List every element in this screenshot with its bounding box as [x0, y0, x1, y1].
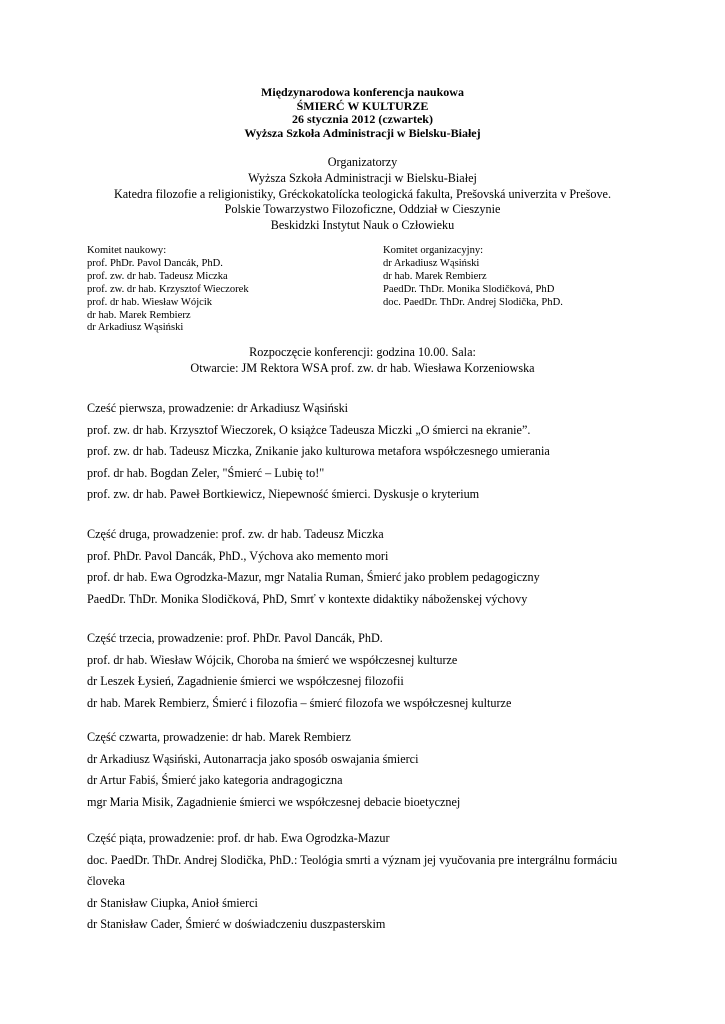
organizer-item: Wyższa Szkoła Administracji w Bielsku-Białej — [248, 170, 477, 185]
session-heading: Część czwarta, prowadzenie: dr hab. Marek Rembierz — [87, 730, 351, 744]
session-3 — [87, 628, 647, 714]
session-5 — [87, 828, 647, 936]
talk-item: dr Arkadiusz Wąsiński, Autonarracja jako sposób oswajania śmierci — [87, 751, 419, 766]
session-heading: Część trzecia, prowadzenie: prof. PhDr. Pavol Dancák, PhD. — [87, 631, 383, 645]
committee-member: prof. dr hab. Wiesław Wójcik — [87, 296, 213, 308]
organizer-item: Katedra filozofie a religionistiky, Gréckokatolícka teologická fakulta, Prešovská univerzita v Prešove. — [113, 186, 612, 201]
committee-member: doc. PaedDr. ThDr. Andrej Slodička, PhD. — [383, 296, 563, 308]
talk-item: prof. zw. dr hab. Tadeusz Miczka, Znikanie jako kulturowa metafora współczesnego umierania — [87, 444, 550, 459]
talk-item: dr hab. Marek Rembierz, Śmierć i filozofia – śmierć filozofa we współczesnej kulturze — [87, 695, 512, 710]
session-heading: Część druga, prowadzenie: prof. zw. dr hab. Tadeusz Miczka — [87, 527, 384, 541]
talk-item: doc. PaedDr. ThDr. Andrej Slodička, PhD.: Teológia smrti a význam jej vyučovania pre intergrálnu formáciu človeka — [87, 852, 618, 889]
talk-item: prof. PhDr. Pavol Dancák, PhD., Výchova ako memento mori — [87, 548, 389, 563]
opening-time: Rozpoczęcie konferencji: godzina 10.00. Sala: — [249, 345, 476, 359]
conference-venue: Wyższa Szkoła Administracji w Bielsku-Białej — [244, 125, 481, 140]
conference-date: 26 stycznia 2012 (czwartek) — [292, 112, 433, 127]
session-heading: Część piąta, prowadzenie: prof. dr hab. Ewa Ogrodzka-Mazur — [87, 831, 390, 845]
session-1 — [87, 398, 647, 506]
talk-item: prof. zw. dr hab. Krzysztof Wieczorek, O książce Tadeusza Miczki „O śmierci na ekranie”. — [87, 422, 531, 437]
scientific-committee-title: Komitet naukowy: — [87, 245, 167, 256]
session-2 — [87, 524, 647, 610]
talk-item: dr Artur Fabiś, Śmierć jako kategoria andragogiczna — [87, 773, 343, 788]
committee-member: prof. zw. dr hab. Krzysztof Wieczorek — [87, 283, 249, 295]
opening-block — [0, 345, 725, 376]
committee-member: dr Arkadiusz Wąsiński — [383, 257, 480, 269]
committee-member: dr Arkadiusz Wąsiński — [87, 322, 184, 334]
talk-item: dr Stanisław Cader, Śmierć w doświadczeniu duszpasterskim — [87, 917, 386, 932]
talk-item: prof. dr hab. Wiesław Wójcik, Choroba na śmierć we współczesnej kulturze — [87, 652, 458, 667]
conference-type: Międzynarodowa konferencja naukowa — [261, 85, 464, 99]
conference-title: ŚMIERĆ W KULTURZE — [296, 98, 429, 113]
scientific-committee — [87, 245, 249, 335]
conference-header — [0, 86, 725, 140]
session-heading: Cześć pierwsza, prowadzenie: dr Arkadiusz Wąsiński — [87, 401, 349, 415]
session-4 — [87, 727, 647, 813]
organizers-block — [0, 155, 725, 234]
committee-member: prof. zw. dr hab. Tadeusz Miczka — [87, 270, 228, 282]
organizing-committee — [383, 245, 563, 310]
organizer-item: Beskidzki Instytut Nauk o Człowieku — [270, 218, 455, 233]
talk-item: prof. zw. dr hab. Paweł Bortkiewicz, Niepewność śmierci. Dyskusje o kryterium — [87, 487, 480, 502]
organizer-item: Polskie Towarzystwo Filozoficzne, Oddział w Cieszynie — [224, 202, 501, 217]
committee-member: dr hab. Marek Rembierz — [87, 309, 191, 321]
committee-member: dr hab. Marek Rembierz — [383, 270, 487, 282]
talk-item: mgr Maria Misik, Zagadnienie śmierci we współczesnej debacie bioetycznej — [87, 794, 461, 809]
committee-member: prof. PhDr. Pavol Dancák, PhD. — [87, 257, 223, 269]
organizing-committee-title: Komitet organizacyjny: — [383, 245, 484, 256]
committee-member: PaedDr. ThDr. Monika Slodičková, PhD — [383, 283, 555, 295]
talk-item: PaedDr. ThDr. Monika Slodičková, PhD, Smrť v kontexte didaktiky náboženskej výchovy — [87, 591, 528, 606]
talk-item: prof. dr hab. Ewa Ogrodzka-Mazur, mgr Natalia Ruman, Śmierć jako problem pedagogiczny — [87, 570, 540, 585]
opening-speech: Otwarcie: JM Rektora WSA prof. zw. dr hab. Wiesława Korzeniowska — [190, 360, 535, 375]
talk-item: prof. dr hab. Bogdan Zeler, "Śmierć – Lubię to!" — [87, 465, 325, 480]
talk-item: dr Stanisław Ciupka, Anioł śmierci — [87, 895, 258, 910]
organizers-title: Organizatorzy — [327, 155, 398, 169]
talk-item: dr Leszek Łysień, Zagadnienie śmierci we współczesnej filozofii — [87, 674, 404, 689]
